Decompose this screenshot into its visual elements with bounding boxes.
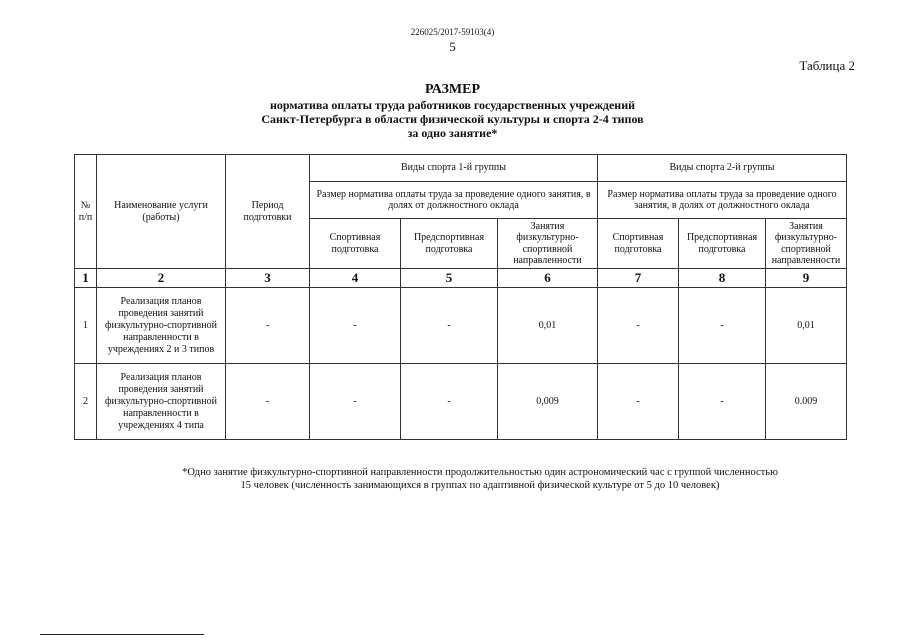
column-number: 4: [310, 269, 401, 288]
footnote-line-2: 15 человек (численность занимающихся в группах по адаптивной физической культуре от 5 до 10 человек): [240, 480, 720, 491]
row-g1-sport: -: [310, 364, 401, 440]
row-g2-sport: -: [598, 364, 679, 440]
column-number: 5: [401, 269, 498, 288]
page-number: 5: [449, 39, 456, 54]
title-line-3: за одно занятие*: [407, 126, 498, 140]
norms-table: [74, 154, 847, 440]
title-line-2: Санкт-Петербурга в области физической культуры и спорта 2-4 типов: [261, 112, 644, 126]
row-period: -: [226, 288, 310, 364]
row-g1-presport: -: [401, 288, 498, 364]
row-period: -: [226, 364, 310, 440]
header-period: Период подготовки: [226, 155, 310, 269]
header-g1-presport-training: Предспортивная подготовка: [401, 219, 498, 269]
row-g2-presport: -: [679, 288, 766, 364]
column-number: 1: [75, 269, 97, 288]
row-g1-presport: -: [401, 364, 498, 440]
table-row: [75, 364, 847, 440]
row-num: 1: [75, 288, 97, 364]
row-service: Реализация планов проведения занятий физкультурно-спортивной направленности в учреждениях 4 типа: [97, 364, 226, 440]
header-g2-fitness-classes: Занятия физкультурно-спортивной направленности: [766, 219, 847, 269]
header-norm-size-group-2: Размер норматива оплаты труда за проведение одного занятия, в долях от должностного оклада: [598, 182, 847, 219]
header-g2-presport-training: Предспортивная подготовка: [679, 219, 766, 269]
header-norm-size-group-1: Размер норматива оплаты труда за проведение одного занятия, в долях от должностного оклада: [310, 182, 598, 219]
header-group-1: Виды спорта 1-й группы: [310, 155, 598, 182]
title-main: РАЗМЕР: [424, 82, 480, 97]
column-number: 2: [97, 269, 226, 288]
header-service: Наименование услуги (работы): [97, 155, 226, 269]
header-g1-sport-training: Спортивная подготовка: [310, 219, 401, 269]
document-number: 226025/2017-59103(4): [410, 27, 495, 37]
column-number: 8: [679, 269, 766, 288]
row-service: Реализация планов проведения занятий физкультурно-спортивной направленности в учреждениях 2 и 3 типов: [97, 288, 226, 364]
title-line-1: норматива оплаты труда работников государственных учреждений: [269, 98, 636, 112]
header-g1-fitness-classes: Занятия физкультурно-спортивной направленности: [498, 219, 598, 269]
row-num: 2: [75, 364, 97, 440]
column-number: 3: [226, 269, 310, 288]
row-g2-sport: -: [598, 288, 679, 364]
title-block: [0, 82, 905, 140]
column-number: 7: [598, 269, 679, 288]
footnote: [120, 466, 840, 492]
column-number: 6: [498, 269, 598, 288]
header-group-2: Виды спорта 2-й группы: [598, 155, 847, 182]
column-number: 9: [766, 269, 847, 288]
row-g2-fitness: 0.009: [766, 364, 847, 440]
row-g2-fitness: 0,01: [766, 288, 847, 364]
column-number-row: [75, 269, 847, 288]
header-g2-sport-training: Спортивная подготовка: [598, 219, 679, 269]
row-g1-fitness: 0,009: [498, 364, 598, 440]
row-g1-fitness: 0,01: [498, 288, 598, 364]
footnote-line-1: *Одно занятие физкультурно-спортивной направленности продолжительностью один астрономический час с группой численностью: [182, 467, 778, 478]
row-g2-presport: -: [679, 364, 766, 440]
row-g1-sport: -: [310, 288, 401, 364]
bottom-rule: [40, 634, 204, 635]
table-label: Таблица 2: [799, 58, 855, 73]
header-num: № п/п: [75, 155, 97, 269]
table-row: [75, 288, 847, 364]
